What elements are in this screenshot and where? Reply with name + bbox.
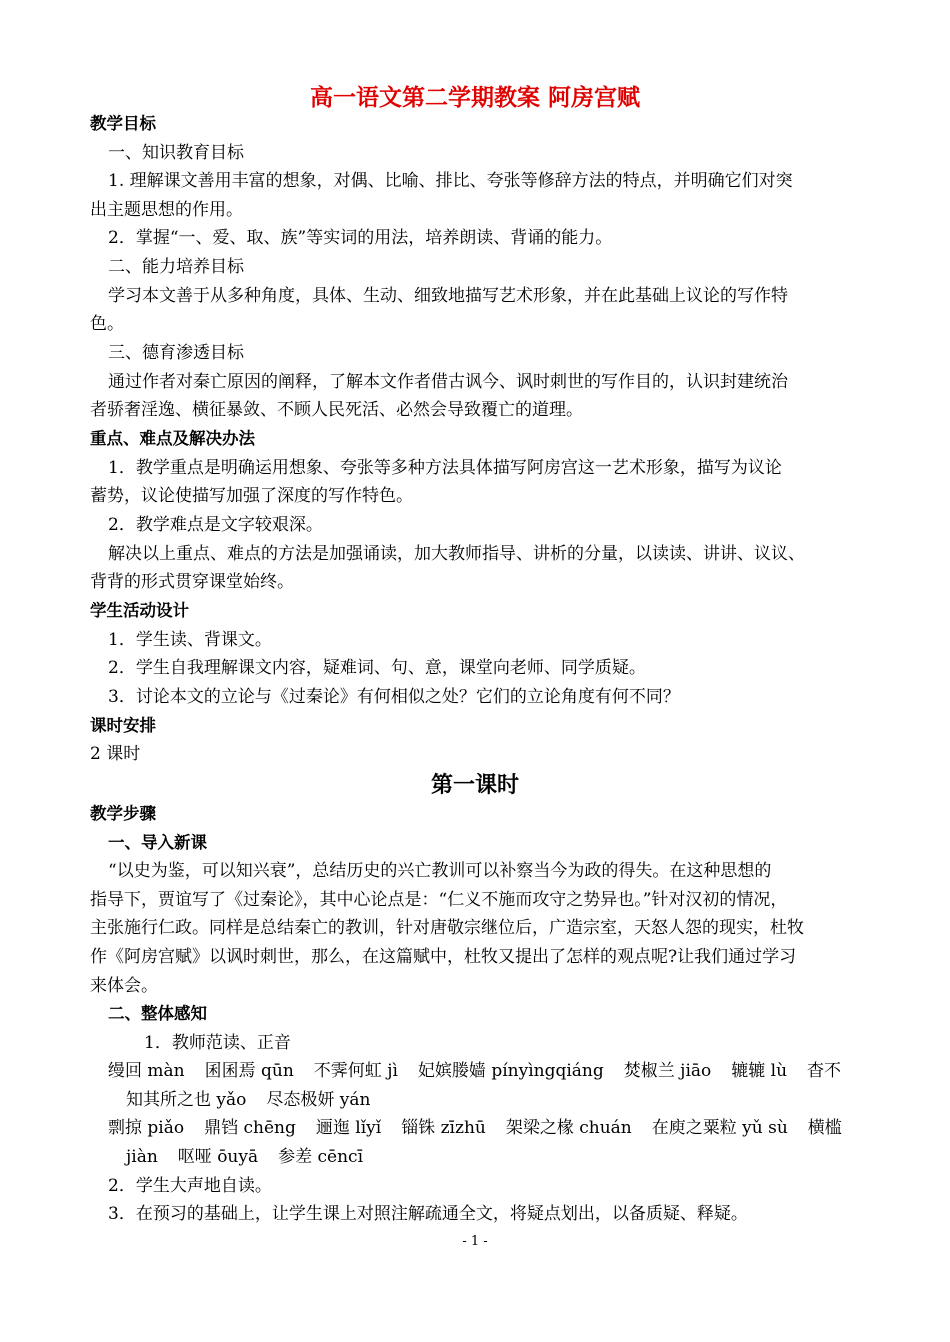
paragraph-line: 背背的形式贯穿课堂始终。 — [90, 572, 294, 592]
knowledge-heading: 一、知识教育目标 — [108, 143, 244, 163]
vocab-item: 鼎铛 chēng — [204, 1118, 296, 1138]
moral-heading: 三、德育渗透目标 — [108, 343, 244, 363]
paragraph-line: 1．教学重点是明确运用想象、夸张等多种方法具体描写阿房宫这一艺术形象，描写为议论 — [108, 458, 782, 478]
paragraph-line: 解决以上重点、难点的方法是加强诵读，加大教师指导、讲析的分量，以读读、讲讲、议议、 — [108, 544, 805, 564]
goals-heading: 教学目标 — [90, 114, 156, 133]
key-heading: 重点、难点及解决办法 — [90, 429, 255, 448]
paragraph-line: 色。 — [90, 314, 124, 334]
list-item: 1．教师范读、正音 — [144, 1033, 291, 1053]
vocab-item: 剽掠 piǎo — [108, 1118, 185, 1138]
paragraph-line: 通过作者对秦亡原因的阐释，了解本文作者借古讽今、讽时刺世的写作目的，认识封建统治 — [108, 372, 788, 392]
paragraph-line: 主张施行仁政。同样是总结秦亡的教训，针对唐敬宗继位后，广造宗室，天怒人怨的现实，杜牧 — [90, 918, 804, 938]
schedule-heading: 课时安排 — [90, 716, 156, 735]
pronunciation-row — [108, 1114, 868, 1142]
pronunciation-row — [126, 1143, 886, 1171]
vocab-item: 知其所之也 yǎo — [126, 1090, 247, 1110]
pronunciation-row — [108, 1057, 868, 1085]
paragraph-line: 作《阿房宫赋》以讽时刺世，那么，在这篇赋中，杜牧又提出了怎样的观点呢?让我们通过学习 — [90, 947, 797, 967]
list-item: 2．学生大声地自读。 — [108, 1176, 272, 1196]
pronunciation-row — [126, 1086, 886, 1114]
vocab-item: 囷囷焉 qūn — [204, 1061, 294, 1081]
schedule-value: 2 课时 — [90, 744, 141, 764]
paragraph-line: 2．掌握“一、爱、取、族”等实词的用法，培养朗读、背诵的能力。 — [108, 228, 613, 248]
list-item: 3．讨论本文的立论与《过秦论》有何相似之处？它们的立论角度有何不同？ — [108, 687, 680, 707]
steps-heading: 教学步骤 — [90, 804, 156, 823]
vocab-item: 锱铢 zīzhū — [401, 1118, 486, 1138]
paragraph-line: “以史为鉴，可以知兴衰”，总结历史的兴亡教训可以补察当今为政的得失。在这种思想的 — [108, 861, 772, 881]
vocab-item: 尽态极妍 yán — [266, 1090, 371, 1110]
list-item: 2．学生自我理解课文内容，疑难词、句、意，课堂向老师、同学质疑。 — [108, 658, 646, 678]
document-title: 高一语文第二学期教案 阿房宫赋 — [309, 85, 640, 111]
vocab-item: 架梁之椽 chuán — [505, 1118, 632, 1138]
lesson-title: 第一课时 — [430, 773, 519, 798]
paragraph-line: 者骄奢淫逸、横征暴敛、不顾人民死活、必然会导致覆亡的道理。 — [90, 400, 583, 420]
vocab-item: 焚椒兰 jiāo — [623, 1061, 712, 1081]
vocab-item: jiàn — [126, 1147, 158, 1167]
paragraph-line: 学习本文善于从多种角度，具体、生动、细致地描写艺术形象，并在此基础上议论的写作特 — [108, 286, 788, 306]
vocab-item: 缦回 màn — [108, 1061, 185, 1081]
vocab-item: 辘辘 lù — [731, 1061, 788, 1081]
ability-heading: 二、能力培养目标 — [108, 257, 244, 277]
paragraph-line: 来体会。 — [90, 976, 158, 996]
perceive-heading: 二、整体感知 — [108, 1004, 207, 1023]
vocab-item: 呕哑 ōuyā — [177, 1147, 259, 1167]
paragraph-line: 指导下，贾谊写了《过秦论》，其中心论点是：“仁义不施而攻守之势异也。”针对汉初的情况， — [90, 890, 788, 910]
vocab-item: 横槛 — [807, 1118, 842, 1138]
activity-heading: 学生活动设计 — [90, 601, 189, 620]
paragraph-line: 1. 理解课文善用丰富的想象，对偶、比喻、排比、夸张等修辞方法的特点，并明确它们对突 — [108, 171, 793, 191]
page-number: - 1 - — [462, 1234, 488, 1249]
vocab-item: 参差 cēncī — [278, 1147, 364, 1167]
paragraph-line: 出主题思想的作用。 — [90, 200, 243, 220]
paragraph-line: 2．教学难点是文字较艰深。 — [108, 515, 323, 535]
vocab-item: 妃嫔媵嫱 pínyìngqiáng — [417, 1061, 604, 1081]
vocab-item: 逦迤 lǐyǐ — [315, 1118, 382, 1138]
vocab-item: 在庾之粟粒 yǔ sù — [651, 1118, 788, 1138]
list-item: 1．学生读、背课文。 — [108, 630, 272, 650]
vocab-item: 杳不 — [807, 1061, 842, 1081]
list-item: 3．在预习的基础上，让学生课上对照注解疏通全文，将疑点划出，以备质疑、释疑。 — [108, 1204, 748, 1224]
paragraph-line: 蓄势，议论使描写加强了深度的写作特色。 — [90, 486, 413, 506]
intro-heading: 一、导入新课 — [108, 833, 207, 852]
vocab-item: 不霁何虹 jì — [313, 1061, 398, 1081]
